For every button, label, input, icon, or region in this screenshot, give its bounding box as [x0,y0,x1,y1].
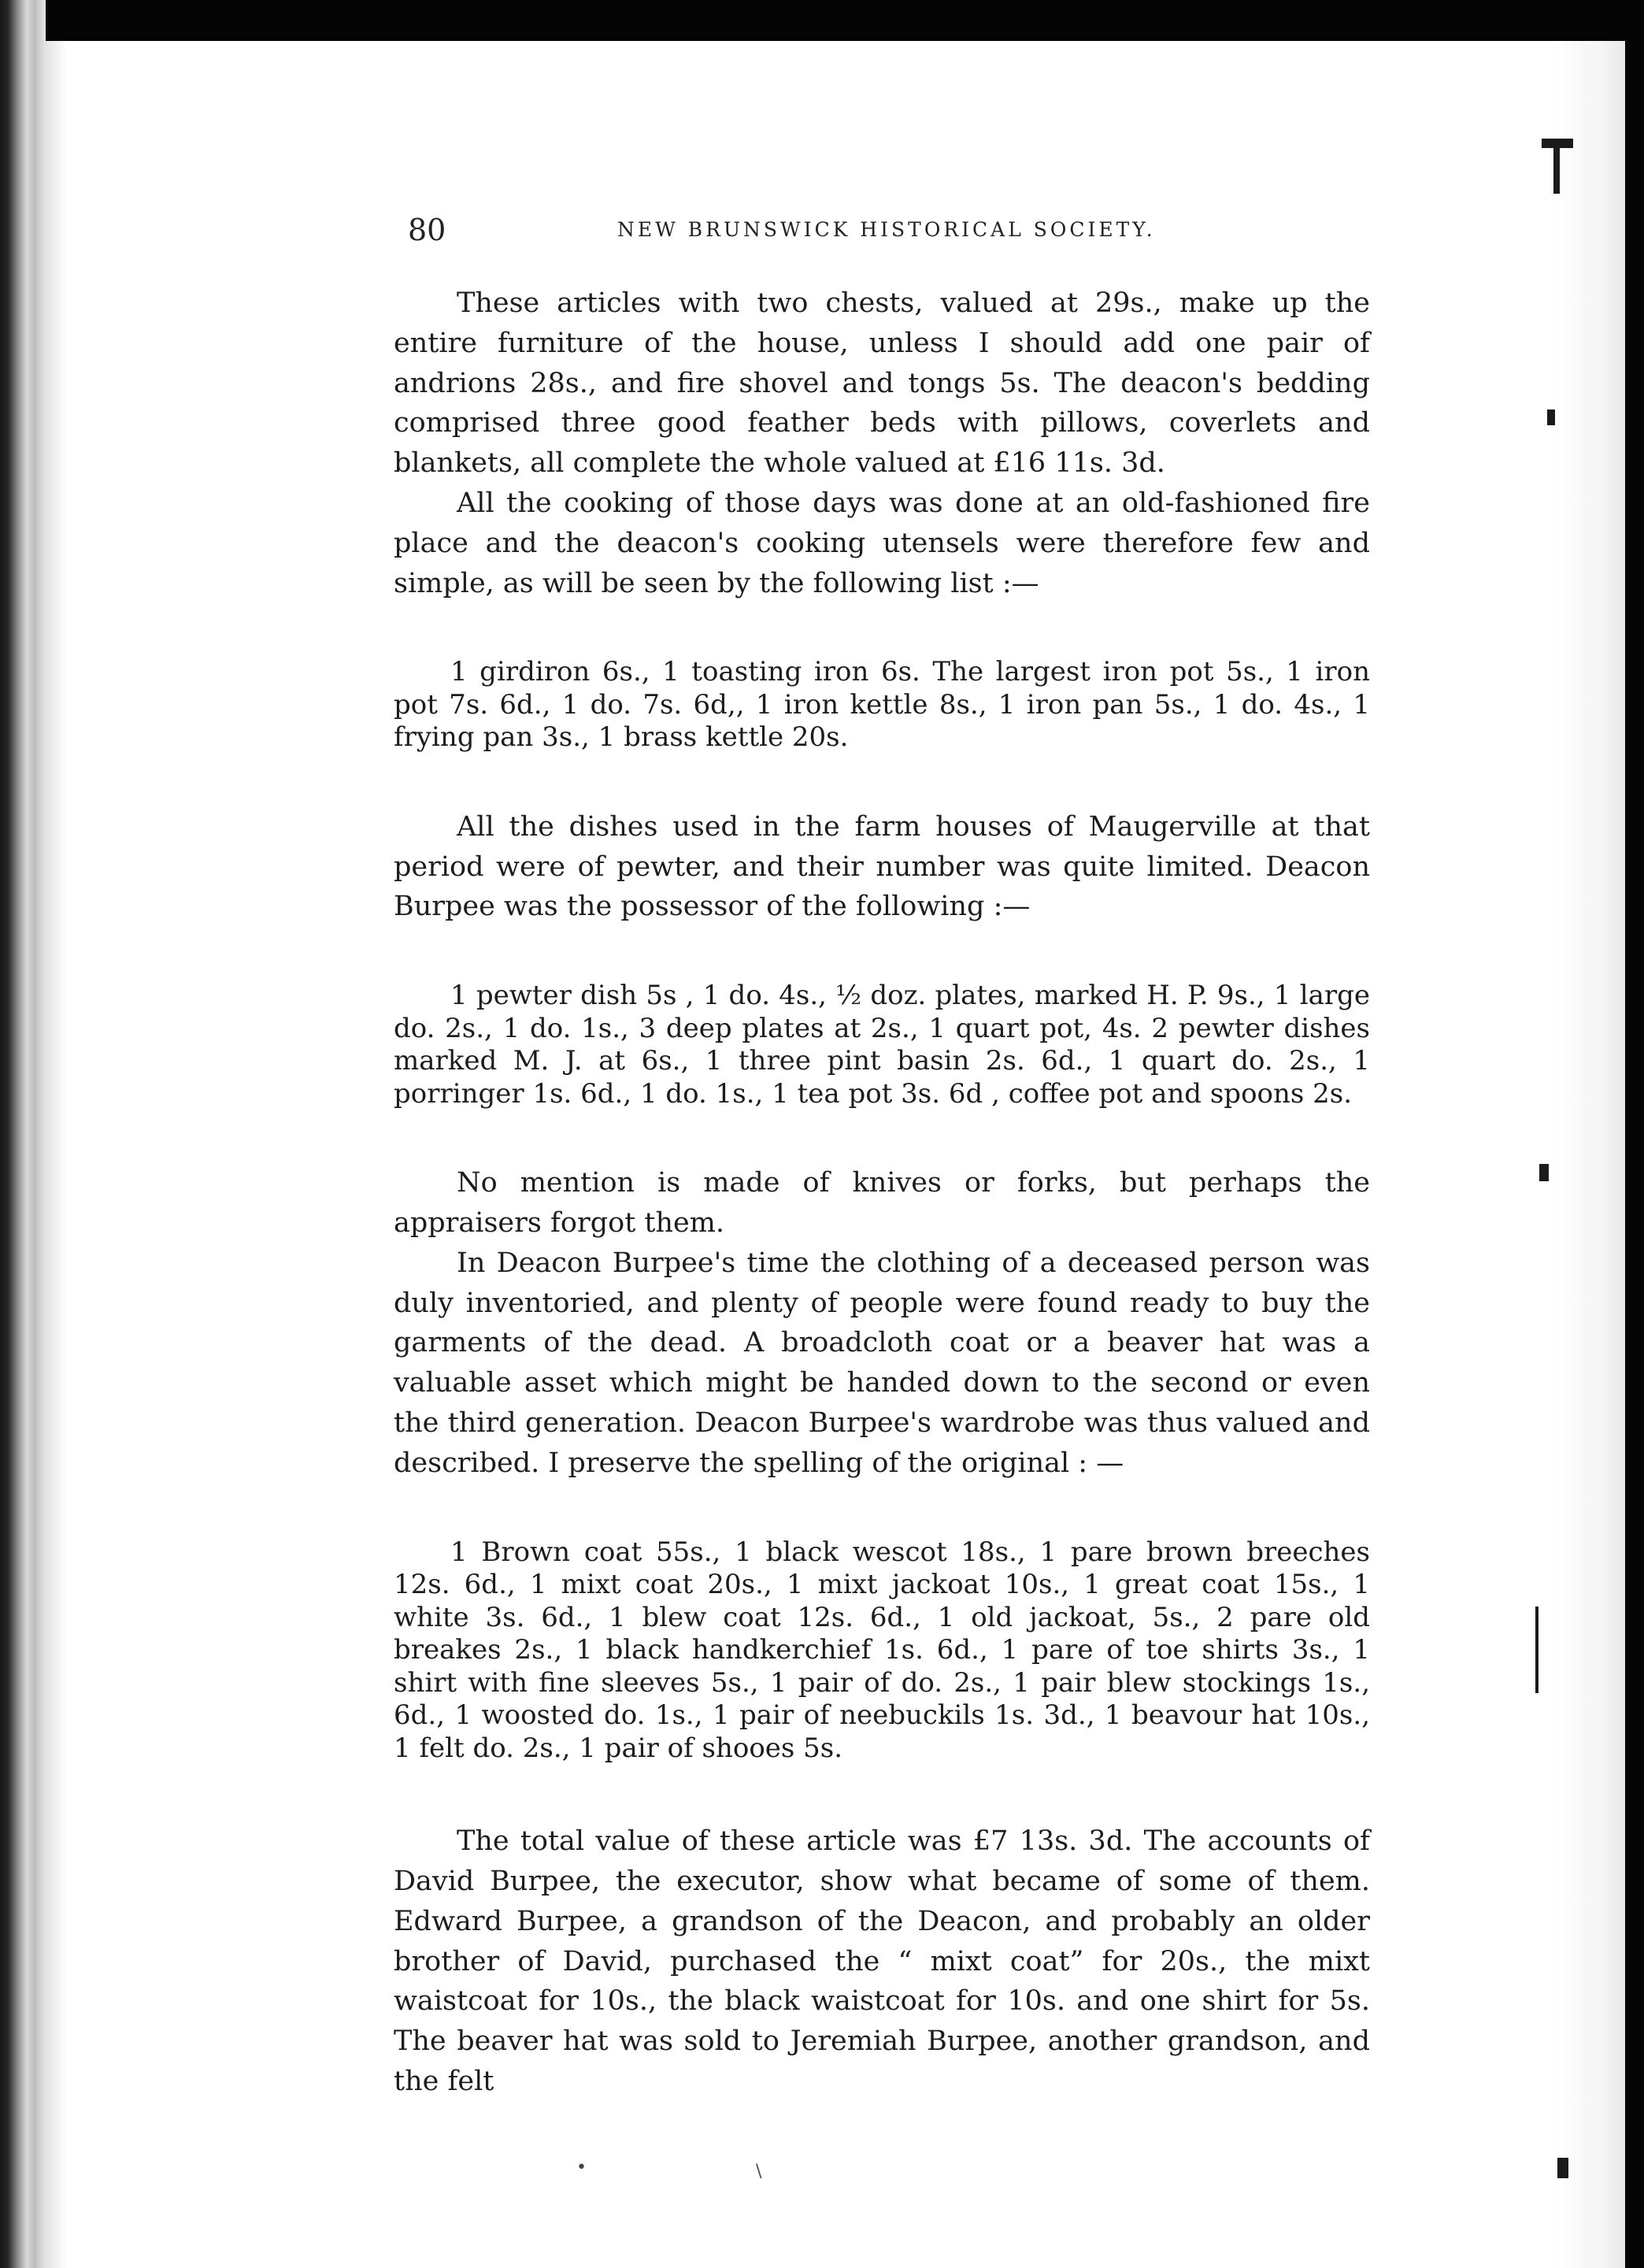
scan-speck: • [576,2158,587,2177]
list-wardrobe: 1 Brown coat 55s., 1 black wescot 18s., 1 pare brown breeches 12s. 6d., 1 mixt coat 20s., 1 mixt jackoat 10s., 1 great coat 15s., 1 white 3s. 6d., 1 blew coat 12s. 6d., 1 old jackoat, 5s., 2 pare old breakes 2s., 1 black handkerchief 1s. 6d., 1 pare of toe shirts 3s., 1 shirt with fine sleeves 5s., 1 pair of do. 2s., 1 pair blew stockings 1s., 6d., 1 woosted do. 1s., 1 pair of neebuckils 1s. 3d., 1 beavour hat 10s., 1 felt do. 2s., 1 pair of shooes 5s. [394,1536,1370,1764]
running-head: NEW BRUNSWICK HISTORICAL SOCIETY. [617,218,1156,241]
paragraph-cooking: All the cooking of those days was done at an old-fashioned fire place and the deacon's cooking utensels were therefore few and simple, as will be seen by the following list :— [394,487,1370,599]
scan-speck: \ [756,2162,762,2181]
page-header [408,213,1361,252]
page-number: 80 [408,213,446,247]
list-pewter-dishes: 1 pewter dish 5s , 1 do. 4s., ½ doz. plates, marked H. P. 9s., 1 large do. 2s., 1 do. 1s., 3 deep plates at 2s., 1 quart pot, 4s. 2 pewter dishes marked M. J. at 6s., 1 three pint basin 2s. 6d., 1 quart do. 2s., 1 porringer 1s. 6d., 1 do. 1s., 1 tea pot 3s. 6d , coffee pot and spoons 2s. [394,980,1370,1110]
paragraph-clothing: In Deacon Burpee's time the clothing of a deceased person was duly inventoried, and plenty of people were found ready to buy the garments of the dead. A broadcloth coat or a beaver hat was a valuable asset which might be handed down to the second or even the third generation. Deacon Burpee's wardrobe was thus valued and described. I preserve the spelling of the original : — [394,1247,1370,1479]
list-cooking-utensils: 1 girdiron 6s., 1 toasting iron 6s. The largest iron pot 5s., 1 iron pot 7s. 6d., 1 do. 7s. 6d,, 1 iron kettle 8s., 1 iron pan 5s., 1 do. 4s., 1 frying pan 3s., 1 brass kettle 20s. [394,656,1370,754]
paragraph-knives: No mention is made of knives or forks, but perhaps the appraisers forgot them. [394,1167,1370,1240]
paragraph-total-value: The total value of these article was £7 13s. 3d. The accounts of David Burpee, the executor, show what became of some of them. Edward Burpee, a grandson of the Deacon, and probably an older brother of David, purchased the “ mixt coat” for 20s., the mixt waistcoat for 10s., the black waistcoat for 10s. and one shirt for 5s. The beaver hat was sold to Jeremiah Burpee, another grandson, and the felt [394,1825,1370,2097]
paragraph-dishes: All the dishes used in the farm houses of Maugerville at that period were of pewter, and their number was quite limited. Deacon Burpee was the possessor of the following :— [394,810,1370,923]
paragraph-furniture: These articles with two chests, valued at 29s., make up the entire furniture of the house, unless I should add one pair of andrions 28s., and fire shovel and tongs 5s. The deacon's bedding comprised three good feather beds with pillows, coverlets and blankets, all complete the whole valued at £16 11s. 3d. [394,287,1370,480]
page-body [394,284,1370,2102]
